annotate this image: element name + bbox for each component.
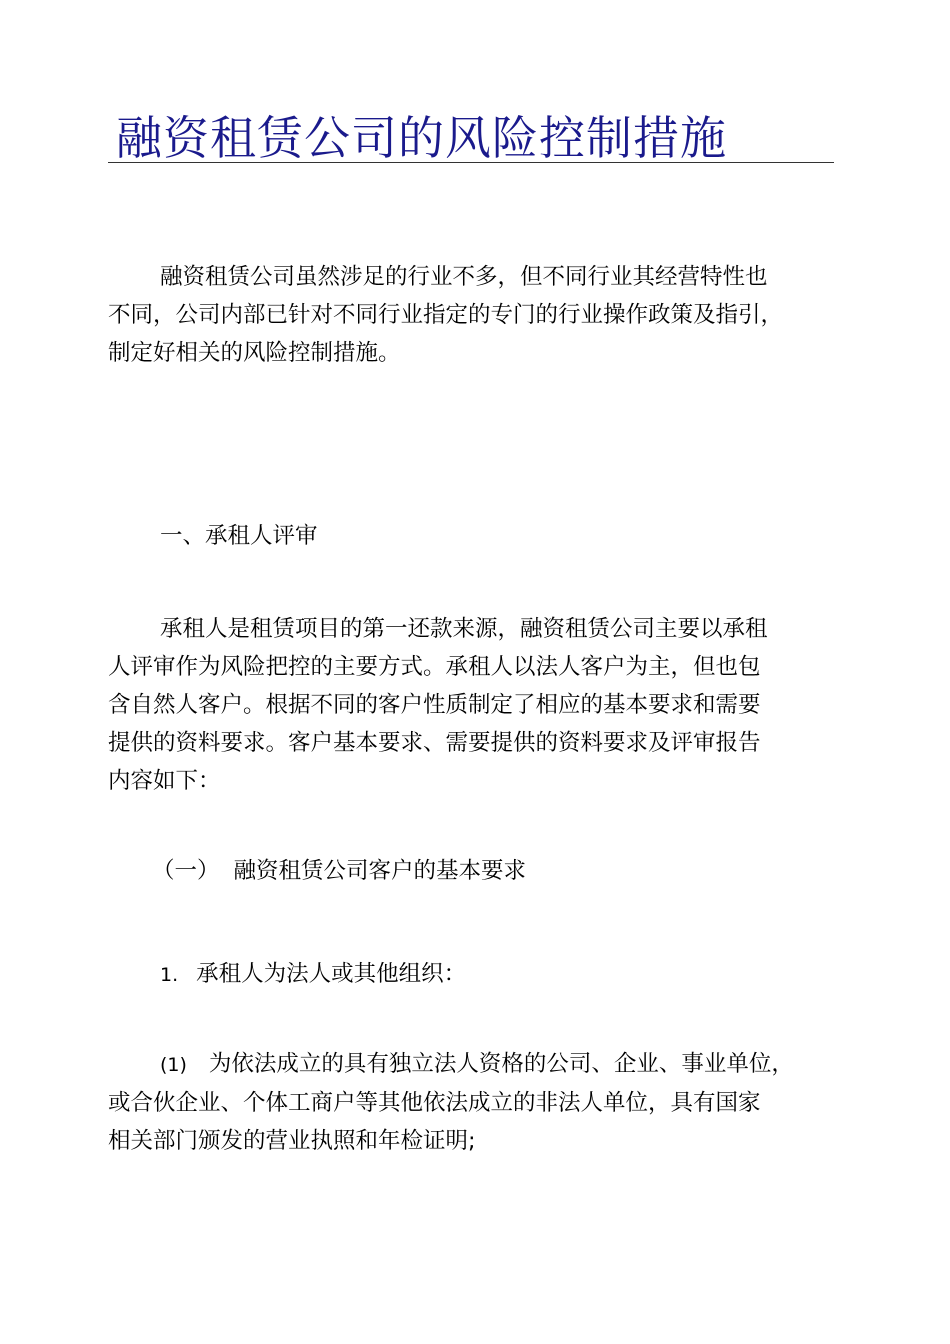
item-1-1-line-1 bbox=[108, 1045, 836, 1084]
item-1-1-line-3: 相关部门颁发的营业执照和年检证明; bbox=[108, 1128, 476, 1154]
item-1-1-line-1-text: 为依法成立的具有独立法人资格的公司、企业、事业单位， bbox=[208, 1051, 794, 1077]
subsection-marker: （一） bbox=[152, 858, 220, 884]
subsection-heading bbox=[152, 852, 526, 890]
item-1-1-paragraph bbox=[108, 1045, 836, 1160]
intro-line-3: 制定好相关的风险控制措施。 bbox=[108, 340, 401, 366]
item-1-text: 承租人为法人或其他组织： bbox=[196, 961, 467, 987]
intro-paragraph bbox=[108, 258, 836, 372]
section1-paragraph bbox=[108, 610, 836, 800]
document-title: 融资租赁公司的风险控制措施 bbox=[116, 111, 727, 165]
section1-line-4: 提供的资料要求。客户基本要求、需要提供的资料要求及评审报告 bbox=[108, 730, 761, 756]
item-1-number: 1. bbox=[160, 964, 179, 986]
section1-line-3: 含自然人客户。根据不同的客户性质制定了相应的基本要求和需要 bbox=[108, 692, 761, 718]
item-1-1-number: (1) bbox=[160, 1054, 187, 1076]
subsection-title: 融资租赁公司客户的基本要求 bbox=[233, 858, 527, 884]
title-underline bbox=[108, 162, 834, 163]
section-heading-lessee-review: 一、承租人评审 bbox=[160, 523, 318, 549]
intro-line-1: 融资租赁公司虽然涉足的行业不多，但不同行业其经营特性也 bbox=[160, 264, 768, 290]
item-1-1-line-2: 或合伙企业、个体工商户等其他依法成立的非法人单位，具有国家 bbox=[108, 1090, 761, 1116]
section1-line-1: 承租人是租赁项目的第一还款来源，融资租赁公司主要以承租 bbox=[160, 616, 768, 642]
section1-line-2: 人评审作为风险把控的主要方式。承租人以法人客户为主，但也包 bbox=[108, 654, 761, 680]
section1-line-5: 内容如下： bbox=[108, 768, 221, 794]
intro-line-2: 不同，公司内部已针对不同行业指定的专门的行业操作政策及指引， bbox=[108, 302, 784, 328]
item-1-heading bbox=[160, 955, 466, 994]
